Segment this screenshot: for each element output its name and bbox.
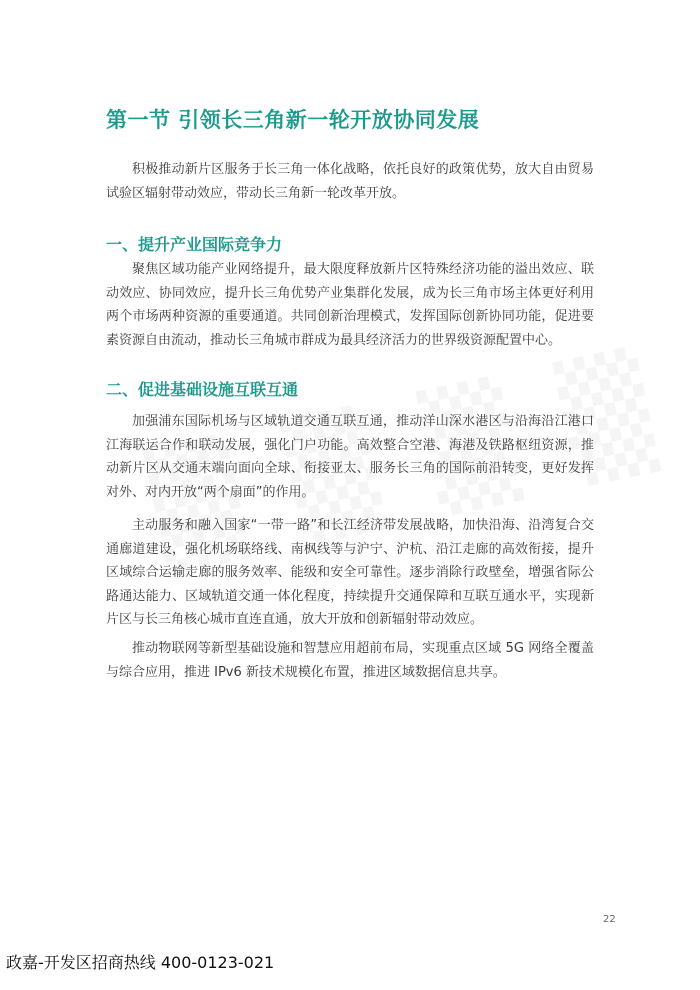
section-heading-1: 一、提升产业国际竞争力 <box>106 235 283 254</box>
chapter-title: 第一节 引领长三角新一轮开放协同发展 <box>106 108 480 132</box>
section-2-paragraph-3: 推动物联网等新型基础设施和智慧应用超前布局，实现重点区域 5G 网络全覆盖与综合应用，推进 IPv6 新技术规模化布置，推进区域数据信息共享。 <box>106 641 594 680</box>
section-2-paragraph-1: 加强浦东国际机场与区域轨道交通互联互通，推动洋山深水港区与沿海沿江港口江海联运合作和联动发展，强化门户功能。高效整合空港、海港及铁路枢纽资源，推动新片区从交通末端向面向全球、衔接亚太、服务长三角的国际前沿转变，更好发挥对外、对内开放“两个扇面”的作用。 <box>106 414 594 500</box>
section-1-paragraph-1: 聚焦区域功能产业网络提升，最大限度释放新片区特殊经济功能的溢出效应、联动效应、协同效应，提升长三角优势产业集群化发展，成为长三角市场主体更好利用两个市场两种资源的重要通道。共同创新治理模式，发挥国际创新协同功能，促进要素资源自由流动，推动长三角城市群成为最具经济活力的世界级资源配置中心。 <box>106 262 594 348</box>
section-2-paragraph-2: 主动服务和融入国家“一带一路”和长江经济带发展战略，加快沿海、沿湾复合交通廊道建设，强化机场联络线、南枫线等与沪宁、沪杭、沿江走廊的高效衔接，提升区域综合运输走廊的服务效率、能级和安全可靠性。逐步消除行政壁垒，增强省际公路通达能力、区域轨道交通一体化程度，持续提升交通保障和互联互通水平，实现新片区与长三角核心城市直连直通，放大开放和创新辐射带动效应。 <box>106 518 594 627</box>
intro-paragraph: 积极推动新片区服务于长三角一体化战略，依托良好的政策优势，放大自由贸易试验区辐射带动效应，带动长三角新一轮改革开放。 <box>106 162 594 201</box>
footer-hotline: 政嘉-开发区招商热线 400-0123-021 <box>6 953 275 972</box>
section-heading-2: 二、促进基础设施互联互通 <box>106 380 299 399</box>
page-number: 22 <box>603 914 616 925</box>
